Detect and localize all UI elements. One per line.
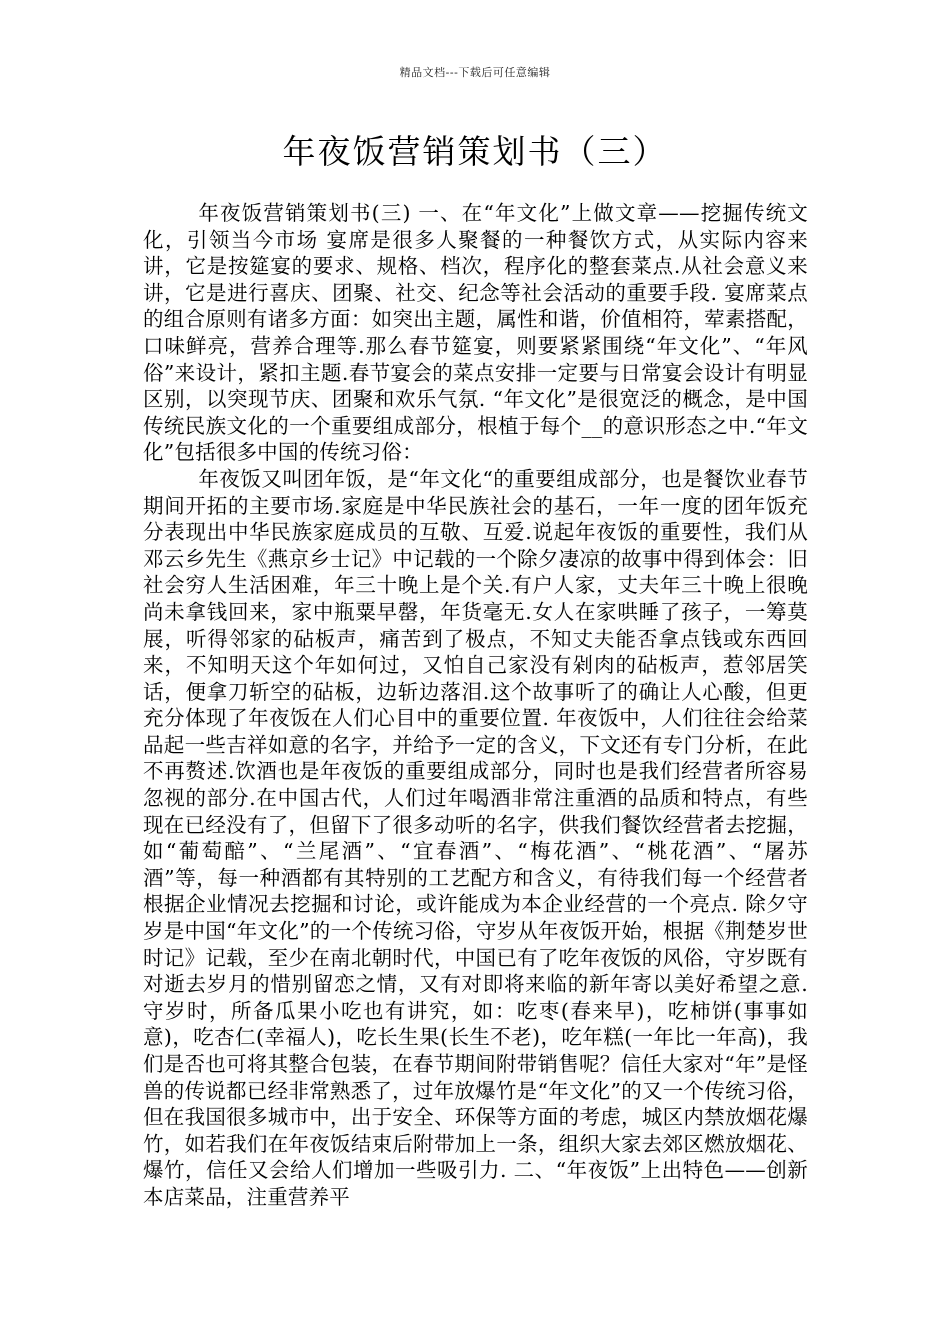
header-note: 精品文档---下载后可任意编辑 (399, 66, 551, 79)
body-paragraph: 年夜饭营销策划书(三) 一、在“年文化”上做文章——挖掘传统文化，引领当今市场 宴席是很多人聚餐的一种餐饮方式，从实际内容来讲，它是按筵宴的要求、规格、档次，程序化的整套菜点.从社会意义来讲，它是进行喜庆、团聚、社交、纪念等社会活动的重要手段. 宴席菜点的组合原则有诸多方面：如突出主题，属性和谐，价值相符，荤素搭配，口味鲜亮，营养合理等.那么春节筵宴，则要紧紧围绕“年文化”、“年风俗”来设计，紧扣主题.春节宴会的菜点安排一定要与日常宴会设计有明显区别，以突现节庆、团聚和欢乐气氛. “年文化”是很宽泛的概念，是中国传统民族文化的一个重要组成部分，根植于每个__的意识形态之中.“年文化”包括很多中国的传统习俗： (143, 201, 808, 465)
document-title: 年夜饭营销策划书（三） (282, 132, 668, 171)
body-paragraph: 年夜饭又叫团年饭，是“年文化“的重要组成部分，也是餐饮业春节期间开拓的主要市场.家庭是中华民族社会的基石，一年一度的团年饭充分表现出中华民族家庭成员的互敬、互爱.说起年夜饭的重要性，我们从邓云乡先生《燕京乡士记》中记载的一个除夕凄凉的故事中得到体会：旧社会穷人生活困难，年三十晚上是个关.有户人家，丈夫年三十晚上很晚尚未拿钱回来，家中瓶粟早罄，年货毫无.女人在家哄睡了孩子，一筹莫展，听得邻家的砧板声，痛苦到了极点，不知丈夫能否拿点钱或东西回来，不知明天这个年如何过，又怕自己家没有剁肉的砧板声，惹邻居笑话，便拿刀斩空的砧板，边斩边落泪.这个故事听了的确让人心酸，但更充分体现了年夜饭在人们心目中的重要位置. 年夜饭中，人们往往会给菜品起一些吉祥如意的名字，并给予一定的含义，下文还有专门分析，在此不再赘述.饮酒也是年夜饭的重要组成部分，同时也是我们经营者所容易忽视的部分.在中国古代，人们过年喝酒非常注重酒的品质和特点，有些现在已经没有了，但留下了很多动听的名字，供我们餐饮经营者去挖掘，如“葡萄醅”、“兰尾酒”、“宜春酒”、“梅花酒”、“桃花酒”、“屠苏酒”等，每一种酒都有其特别的工艺配方和含义，有待我们每一个经营者根据企业情况去挖掘和讨论，或许能成为本企业经营的一个亮点. 除夕守岁是中国“年文化”的一个传统习俗，守岁从年夜饭开始，根据《荆楚岁世时记》记载，至少在南北朝时代，中国已有了吃年夜饭的风俗，守岁既有对逝去岁月的惜别留恋之情，又有对即将来临的新年寄以美好希望之意.守岁时，所备瓜果小吃也有讲究，如：吃枣(春来早)，吃柿饼(事事如意)，吃杏仁(幸福人)，吃长生果(长生不老)，吃年糕(一年比一年高)，我们是否也可将其整合包装，在春节期间附带销售呢？信任大家对“年”是怪兽的传说都已经非常熟悉了，过年放爆竹是“年文化”的又一个传统习俗，但在我国很多城市中，出于安全、环保等方面的考虑，城区内禁放烟花爆竹，如若我们在年夜饭结束后附带加上一条，组织大家去郊区燃放烟花、爆竹，信任又会给人们增加一些吸引力. 二、“年夜饭”上出特色——创新本店菜品，注重营养平 (143, 466, 808, 1209)
document-body (143, 200, 808, 1211)
